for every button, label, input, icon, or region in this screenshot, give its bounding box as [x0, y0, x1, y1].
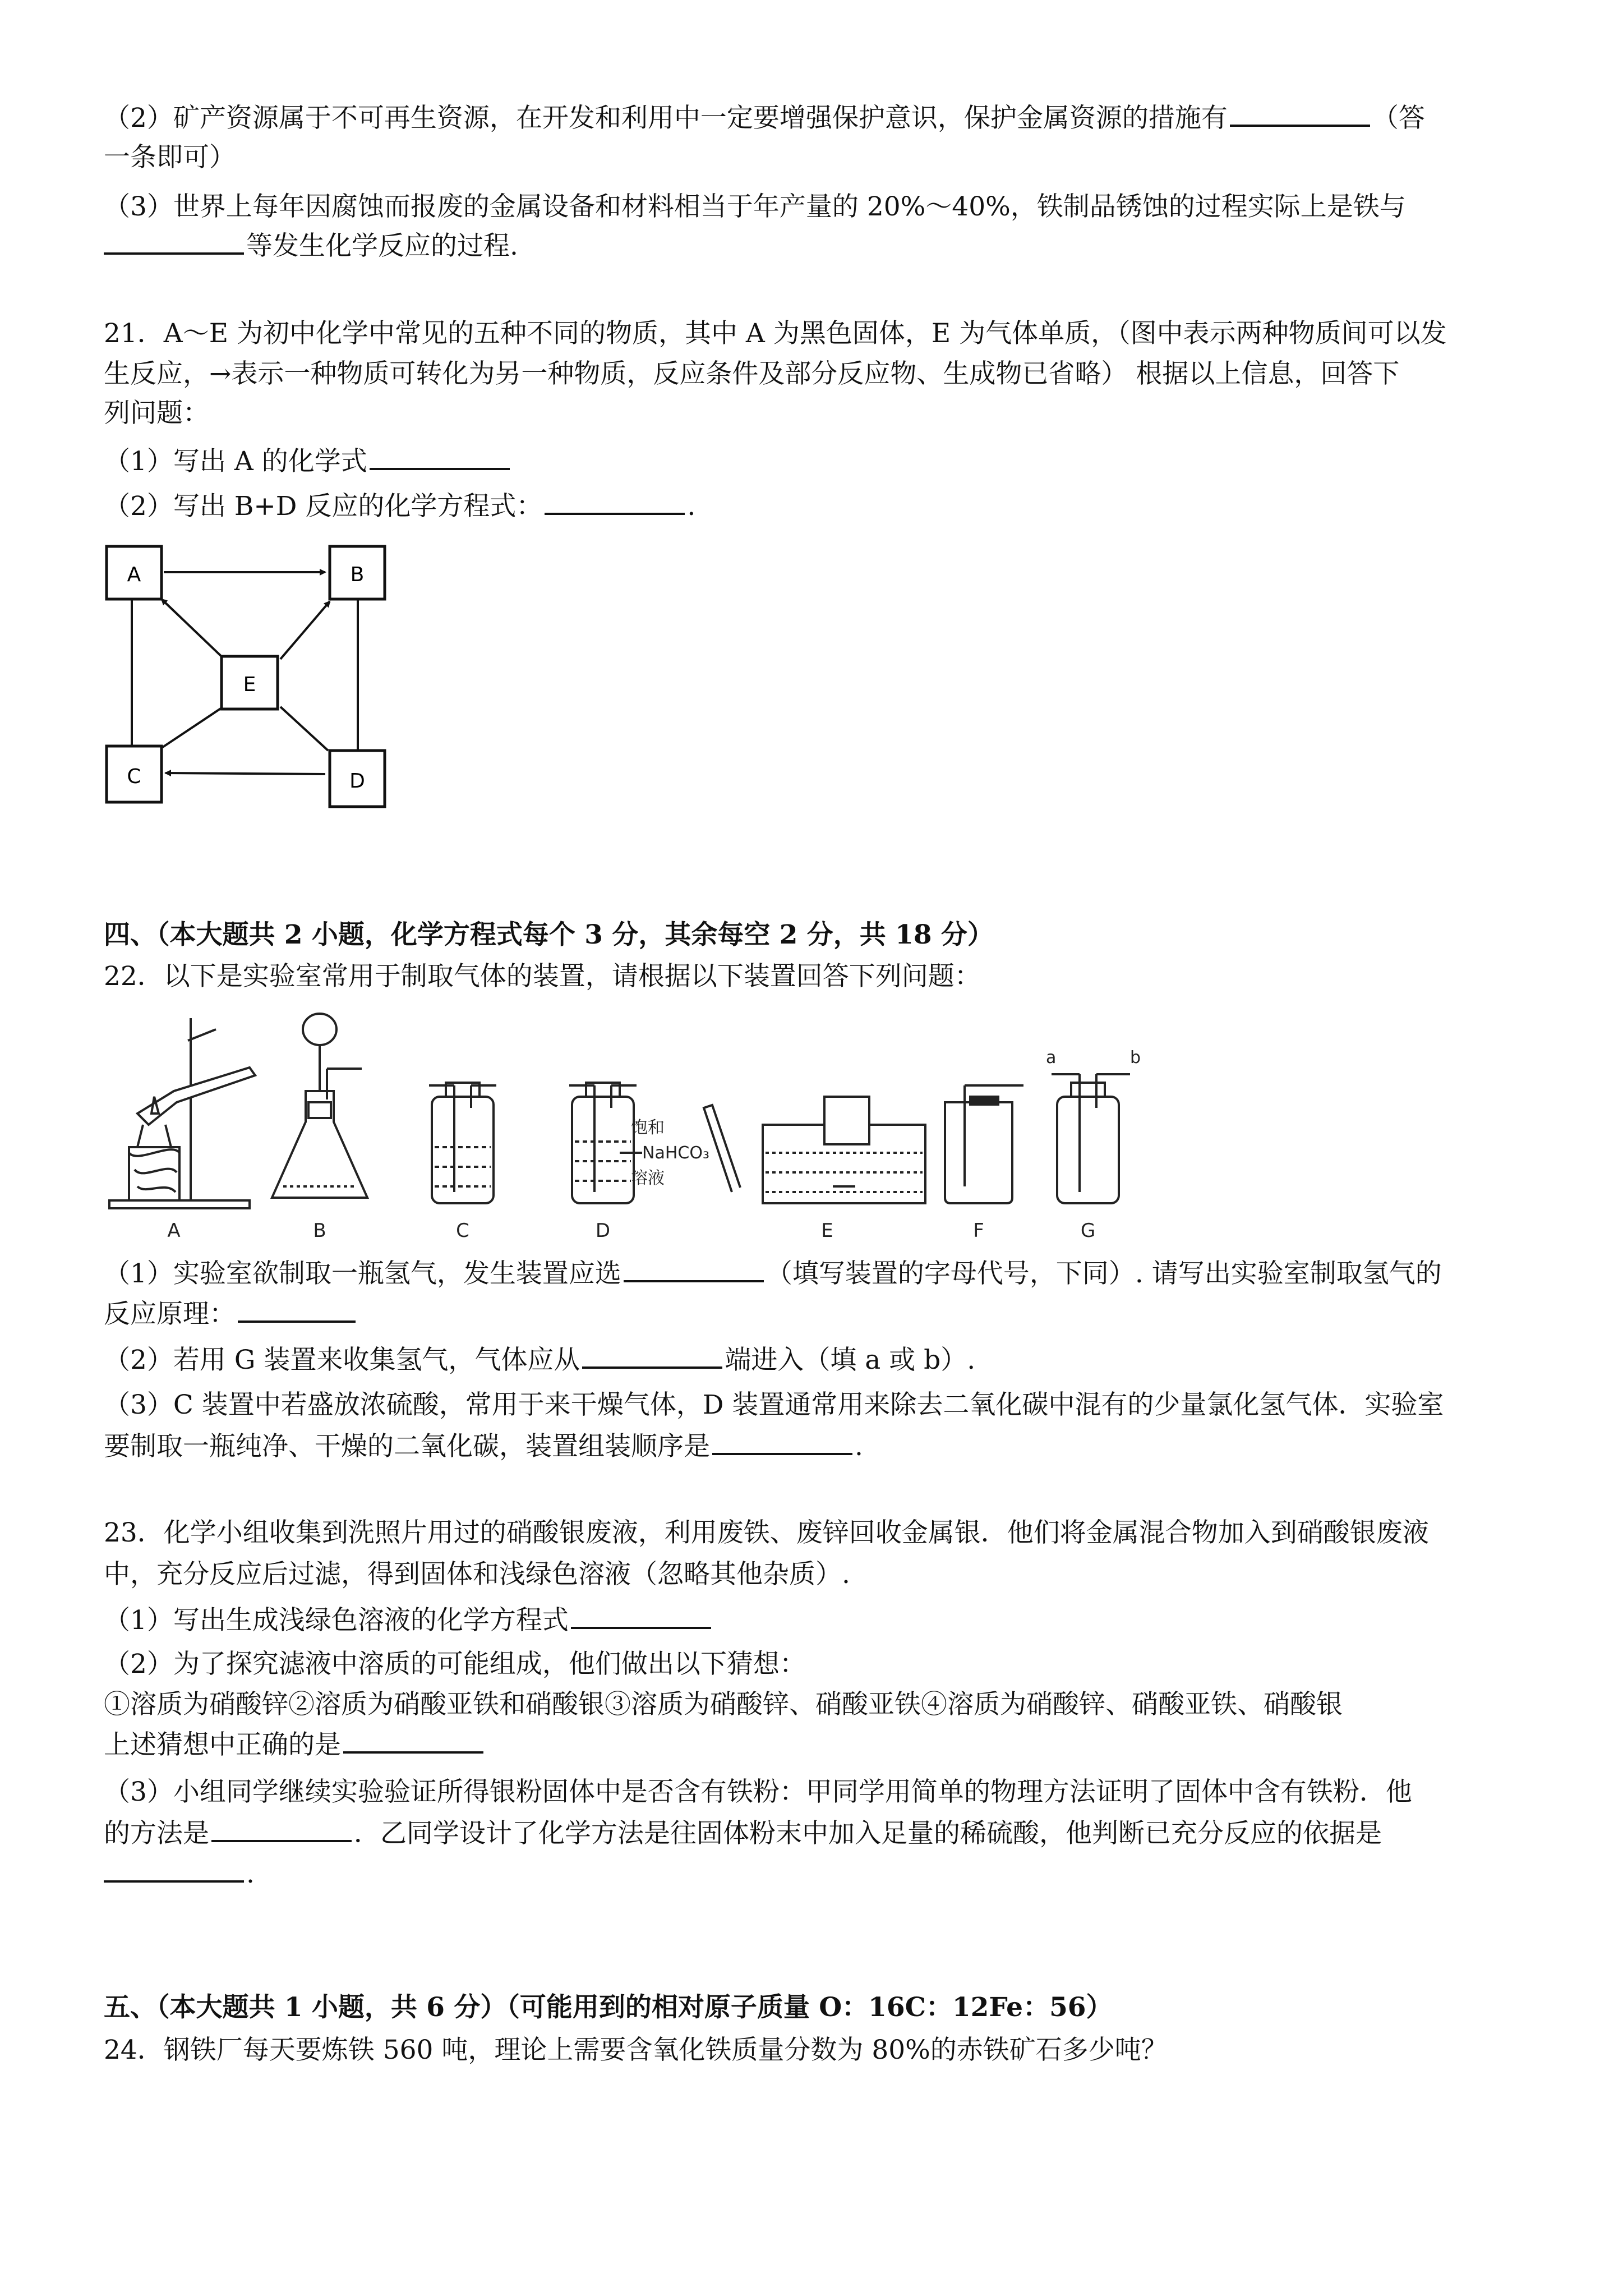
text: 反应原理： — [104, 1299, 236, 1329]
label-g: G — [1080, 1220, 1096, 1242]
q22-part1-line2 — [104, 1297, 1539, 1332]
answer-blank[interactable] — [624, 1258, 764, 1282]
apparatus-g — [1052, 1074, 1130, 1203]
text: 中，充分反应后过滤，得到固体和浅绿色溶液（忽略其他杂质）. — [104, 1559, 850, 1590]
apparatus-a — [109, 1018, 255, 1208]
label-b: B — [313, 1220, 326, 1242]
q20-part2-line1 — [104, 101, 1539, 136]
text: . — [687, 491, 696, 522]
answer-blank[interactable] — [211, 1818, 352, 1842]
q21-stem-line2 — [104, 357, 1539, 392]
q22-part2 — [104, 1343, 1539, 1378]
g-port-b: b — [1130, 1048, 1141, 1068]
q22-stem — [104, 959, 1539, 994]
text: 五、（本大题共 1 小题，共 6 分）（可能用到的相对原子质量 O：16C：12Fe：56） — [104, 1992, 1113, 2023]
q22-part3-line2 — [104, 1429, 1539, 1464]
arrow-d-c — [165, 773, 325, 774]
label-d: D — [349, 770, 365, 793]
q22-apparatus-figure — [104, 1007, 1203, 1254]
text: 24．钢铁厂每天要炼铁 560 吨，理论上需要含氧化铁质量分数为 80%的赤铁矿石多少吨？ — [104, 2035, 1168, 2065]
text: 生反应，→表示一种物质可转化为另一种物质，反应条件及部分反应物、生成物已省略） 根据以上信息，回答下 — [104, 358, 1400, 389]
answer-blank[interactable] — [370, 445, 510, 470]
text: 上述猜想中正确的是 — [104, 1729, 341, 1760]
label-b: B — [350, 563, 365, 586]
q21-relation-diagram — [95, 539, 409, 819]
q23-part1 — [104, 1603, 1539, 1638]
answer-blank[interactable] — [343, 1729, 483, 1754]
answer-blank[interactable] — [571, 1604, 711, 1629]
label-f: F — [973, 1220, 984, 1242]
label-d: D — [595, 1220, 611, 1242]
q24-stem — [104, 2033, 1539, 2068]
q23-part2 — [104, 1647, 1539, 1682]
arrow-e-a — [162, 599, 224, 659]
q23-stem-line2 — [104, 1557, 1539, 1592]
label-e: E — [243, 673, 256, 696]
q20-part3-line2 — [104, 229, 1539, 264]
label-c: C — [127, 765, 141, 788]
text: 要制取一瓶纯净、干燥的二氧化碳，装置组装顺序是 — [104, 1431, 710, 1462]
text: 的方法是 — [104, 1818, 209, 1849]
text: . — [246, 1858, 255, 1889]
line-e-c — [163, 707, 223, 747]
text: （1）写出 A 的化学式 — [104, 446, 367, 477]
text: 四、（本大题共 2 小题，化学方程式每个 3 分，其余每空 2 分，共 18 分） — [104, 919, 994, 950]
answer-blank[interactable] — [582, 1344, 722, 1369]
q20-part2-line2 — [104, 140, 1539, 175]
text: （3）C 装置中若盛放浓硫酸，常用于来干燥气体，D 装置通常用来除去二氧化碳中混有的少量氯化氢气体．实验室 — [104, 1389, 1444, 1420]
text: （3）小组同学继续实验验证所得银粉固体中是否含有铁粉：甲同学用简单的物理方法证明了固体中含有铁粉．他 — [104, 1777, 1412, 1807]
section-5-heading — [104, 1990, 1539, 2025]
section-4-heading — [104, 918, 1539, 953]
text: （2）矿产资源属于不可再生资源，在开发和利用中一定要增强保护意识，保护金属资源的措施有 — [104, 103, 1228, 134]
text: （2）写出 B+D 反应的化学方程式： — [104, 491, 543, 522]
text: . — [855, 1431, 863, 1462]
q22-part1-line1 — [104, 1257, 1539, 1291]
text: （1）实验室欲制取一瓶氢气，发生装置应选 — [104, 1258, 621, 1289]
q23-stem-line1 — [104, 1516, 1539, 1550]
line-e-d — [280, 707, 328, 751]
q21-part2 — [104, 489, 1539, 524]
text: （填写装置的字母代号，下同）. 请写出实验室制取氢气的 — [766, 1258, 1442, 1289]
text: （2）为了探究滤液中溶质的可能组成，他们做出以下猜想： — [104, 1649, 806, 1680]
text: ①溶质为硝酸锌②溶质为硝酸亚铁和硝酸银③溶质为硝酸锌、硝酸亚铁④溶质为硝酸锌、硝酸亚铁、硝酸银 — [104, 1689, 1343, 1720]
q22-part3-line1 — [104, 1388, 1539, 1423]
q23-part2-answer — [104, 1728, 1539, 1763]
text: ．乙同学设计了化学方法是往固体粉末中加入足量的稀硫酸，他判断已充分反应的依据是 — [354, 1818, 1382, 1849]
answer-blank[interactable] — [1230, 102, 1370, 127]
g-port-a: a — [1046, 1048, 1057, 1068]
text: （2）若用 G 装置来收集氢气，气体应从 — [104, 1345, 580, 1375]
apparatus-f — [945, 1085, 1023, 1203]
answer-blank[interactable] — [545, 490, 685, 515]
answer-blank[interactable] — [712, 1430, 852, 1455]
apparatus-b — [272, 1014, 367, 1198]
q21-stem-line1 — [104, 316, 1539, 351]
answer-blank[interactable] — [104, 1858, 244, 1883]
answer-blank[interactable] — [104, 230, 244, 255]
q21-stem-line3 — [104, 396, 1539, 431]
label-e: E — [821, 1220, 833, 1242]
text: 23．化学小组收集到洗照片用过的硝酸银废液，利用废铁、废锌回收金属银．他们将金属混合物加入到硝酸银废液 — [104, 1517, 1429, 1548]
label-a: A — [127, 563, 141, 586]
q23-part3-line2 — [104, 1816, 1539, 1851]
arrow-e-b — [280, 601, 330, 659]
apparatus-c — [429, 1083, 496, 1203]
text: 等发生化学反应的过程. — [246, 231, 518, 261]
text: 端进入（填 a 或 b）. — [725, 1345, 976, 1375]
text: （3）世界上每年因腐蚀而报废的金属设备和材料相当于年产量的 20%～40%，铁制品锈蚀的过程实际上是铁与 — [104, 191, 1406, 222]
q23-part3-line3 — [104, 1857, 1539, 1892]
text: 一条即可） — [104, 142, 236, 173]
answer-blank[interactable] — [238, 1298, 356, 1323]
q23-part3-line1 — [104, 1775, 1539, 1810]
text: （答 — [1372, 103, 1425, 134]
text: 列问题： — [104, 398, 209, 429]
label-c: C — [456, 1220, 469, 1242]
apparatus-e — [704, 1097, 925, 1203]
text: 21．A～E 为初中化学中常见的五种不同的物质，其中 A 为黑色固体，E 为气体单质，（图中表示两种物质间可以发 — [104, 318, 1447, 349]
q20-part3-line1 — [104, 190, 1539, 224]
label-a: A — [167, 1220, 181, 1242]
d-label-line2: NaHCO₃ — [642, 1143, 709, 1163]
d-label-line3: 溶液 — [631, 1168, 665, 1188]
d-label-line1: 饱和 — [631, 1118, 665, 1138]
q23-part2-guesses — [104, 1687, 1539, 1722]
text: （1）写出生成浅绿色溶液的化学方程式 — [104, 1605, 569, 1636]
text: 22．以下是实验室常用于制取气体的装置，请根据以下装置回答下列问题： — [104, 961, 981, 992]
q21-part1 — [104, 444, 1539, 479]
